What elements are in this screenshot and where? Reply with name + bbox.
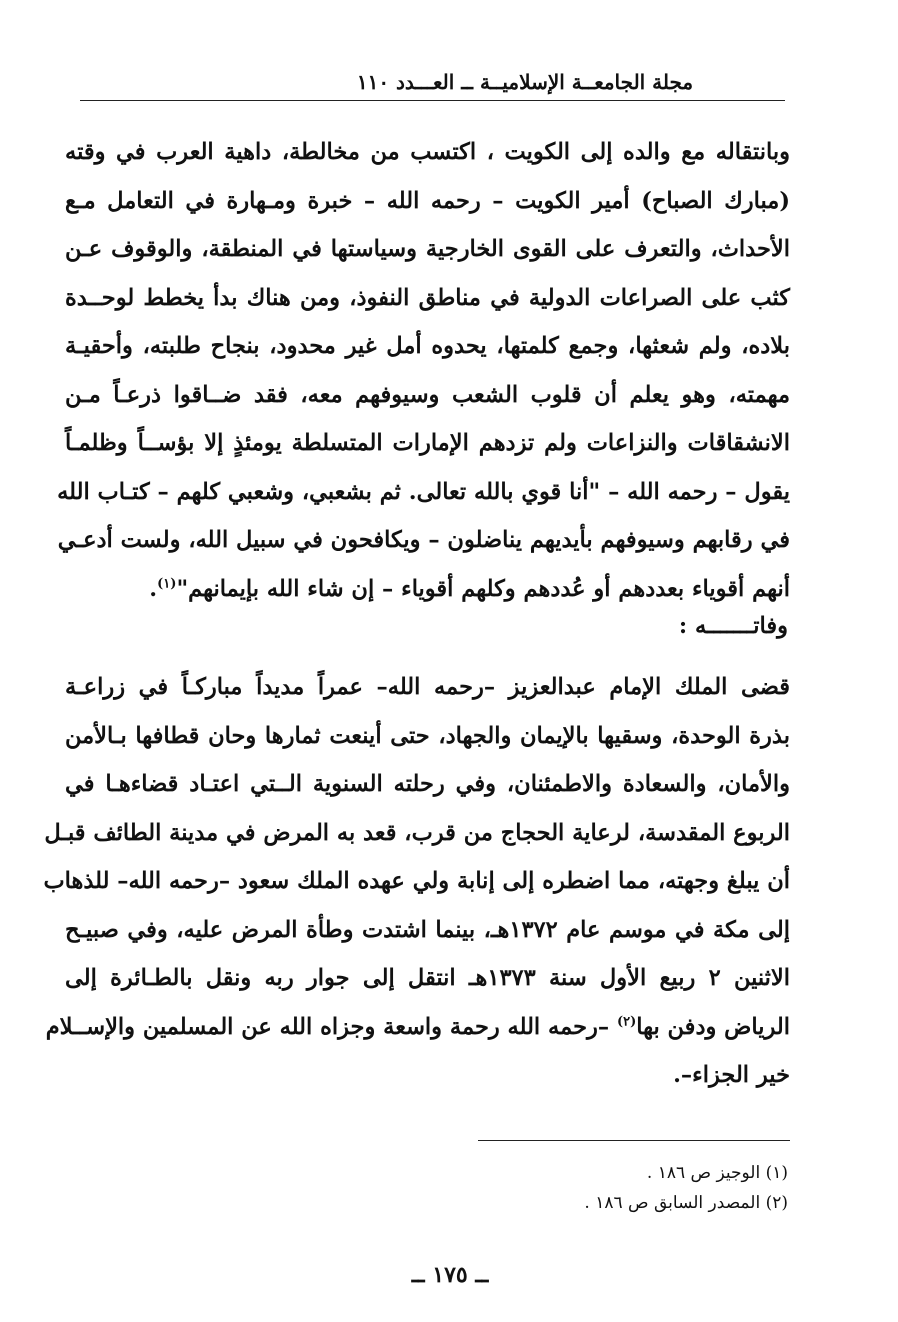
header-rule (80, 100, 785, 101)
footnote-1: (١) الوجيز ص ١٨٦ . (646, 1163, 788, 1183)
paragraph-1-line: الأحداث، والتعرف على القوى الخارجية وسياستها في المنطقة، والوقوف عـن (65, 236, 790, 262)
paragraph-2-line-rest: –رحمه الله رحمة واسعة وجزاه الله عن المسلمين والإســلام (45, 1013, 617, 1040)
paragraph-2-line: إلى مكة في موسم عام ١٣٧٢هـ، بينما اشتدت وطأة المرض عليه، وفي صبيـح (65, 916, 790, 943)
paragraph-1-line: بلاده، ولم شعثها، وجمع كلمتها، يحدوه أمل غير محدود، بنجاح طلبته، وأحقيـة (65, 333, 790, 359)
sentence-end: . (149, 575, 158, 602)
footnote-ref-2: (٢) (616, 1014, 637, 1029)
paragraph-1-line: الانشقاقات والنزاعات ولم تزدهم الإمارات المتسلطة يومئذٍ إلا بؤســاً وظلمـاً (65, 430, 790, 456)
paragraph-1-line: يقول – رحمه الله – "أنا قوي بالله تعالى. ثم بشعبي، وشعبي كلهم – كتـاب الله (57, 478, 790, 505)
paragraph-2-line: خير الجزاء–. (673, 1062, 790, 1088)
paragraph-1 (57, 128, 790, 613)
paragraph-1-line: وبانتقاله مع والده إلى الكويت ، اكتسب من مخالطة، داهية العرب في وقته (65, 139, 790, 165)
paragraph-2 (43, 663, 791, 1100)
running-header: مجلة الجامعــة الإسلاميــة ــ العـــدد ١١٠ (356, 70, 694, 94)
paragraph-2-line: الاثنين ٢ ربيع الأول سنة ١٣٧٣هـ انتقل إلى جوار ربه ونقل بالطـائرة إلى (65, 965, 791, 991)
footnotes (368, 1158, 788, 1218)
paragraph-1-line: مهمته، وهو يعلم أن قلوب الشعب وسيوفهم معه، فقد ضــاقوا ذرعـاً مـن (65, 381, 790, 408)
paragraph-2-line: أن يبلغ وجهته، مما اضطره إلى إنابة ولي عهده الملك سعود –رحمه الله– للذهاب (43, 868, 790, 894)
page-number: ــ ١٧٥ ــ (411, 1262, 489, 1288)
section-heading: وفاتـــــــه : (678, 613, 788, 639)
paragraph-2-line: قضى الملك الإمام عبدالعزيز –رحمه الله– عمراً مديداً مباركـاً في زراعـة (65, 674, 790, 700)
paragraph-1-line: (مبارك الصباح) أمير الكويت – رحمه الله – خبرة ومـهارة في التعامل مـع (65, 187, 790, 214)
paragraph-1-line: كثب على الصراعات الدولية في مناطق النفوذ، ومن هناك بدأ يخطط لوحــدة (65, 284, 790, 311)
paragraph-2-line: والأمان، والسعادة والاطمئنان، وفي رحلته السنوية الــتي اعتـاد قضاءهـا في (65, 771, 790, 797)
footnote-ref-1: (١) (157, 576, 177, 591)
paragraph-2-line: بذرة الوحدة، وسقيها بالإيمان والجهاد، حتى أينعت ثمارها وحان قطافها بـالأمن (65, 722, 790, 749)
paragraph-2-line-with-ref (45, 1003, 790, 1052)
footnote-rule (478, 1140, 790, 1141)
paragraph-1-last-line (65, 565, 790, 614)
footnote-2: (٢) المصدر السابق ص ١٨٦ . (584, 1193, 788, 1213)
paragraph-1-line: في رقابهم وسيوفهم بأيديهم يناضلون – ويكافحون في سبيل الله، ولست أدعـي (57, 527, 790, 553)
paragraph-1-line: أنهم أقوياء بعددهم أو عُددهم وكلهم أقوياء – إن شاء الله بإيمانهم" (176, 575, 790, 602)
paragraph-2-line: الربوع المقدسة، لرعاية الحجاج من قرب، قعد به المرض في مدينة الطائف قبـل (44, 819, 790, 846)
paragraph-2-line: الرياض ودفن بها (636, 1013, 790, 1040)
